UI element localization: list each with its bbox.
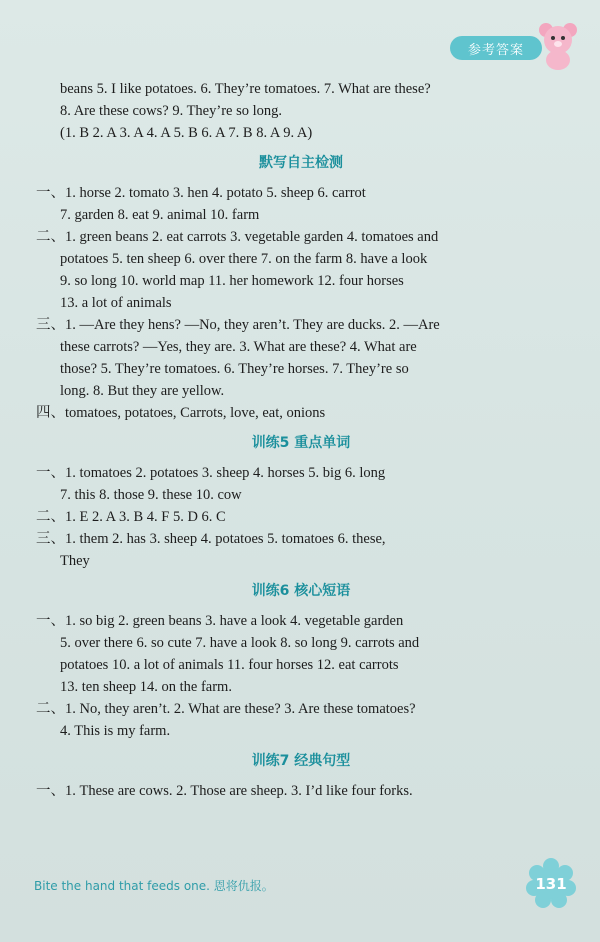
text-line: 三、1. them 2. has 3. sheep 4. potatoes 5. tomatoes 6. these, xyxy=(36,531,386,547)
text-line: 4. This is my farm. xyxy=(60,723,171,739)
footer-proverb: Bite the hand that feeds one. 恩将仇报。 xyxy=(34,879,274,893)
text-line: 9. so long 10. world map 11. her homework 12. four horses xyxy=(60,273,404,289)
text-line: those? 5. They’re tomatoes. 6. They’re horses. 7. They’re so xyxy=(60,361,409,377)
text-line: 13. a lot of animals xyxy=(60,295,172,311)
text-line: 一、1. so big 2. green beans 3. have a look 4. vegetable garden xyxy=(36,613,404,629)
text-line: 二、1. No, they aren’t. 2. What are these? 3. Are these tomatoes? xyxy=(36,701,416,717)
text-line: 一、1. horse 2. tomato 3. hen 4. potato 5. sheep 6. carrot xyxy=(36,185,366,201)
text-line: 四、tomatoes, potatoes, Carrots, love, eat, onions xyxy=(36,405,326,421)
text-line: 二、1. green beans 2. eat carrots 3. vegetable garden 4. tomatoes and xyxy=(36,229,439,245)
text-line: 7. this 8. those 9. these 10. cow xyxy=(60,487,242,503)
text-line: (1. B 2. A 3. A 4. A 5. B 6. A 7. B 8. A 9. A) xyxy=(60,125,313,141)
section-heading: 默写自主检测 xyxy=(259,155,343,171)
text-line: 5. over there 6. so cute 7. have a look 8. so long 9. carrots and xyxy=(60,635,420,651)
text-line: 二、1. E 2. A 3. B 4. F 5. D 6. C xyxy=(36,509,226,525)
text-line: long. 8. But they are yellow. xyxy=(60,383,225,399)
answer-key-badge: 参考答案 xyxy=(450,36,542,60)
text-line: these carrots? —Yes, they are. 3. What are these? 4. What are xyxy=(60,339,417,355)
section-heading: 训练7 经典句型 xyxy=(251,753,351,769)
section-heading: 训练6 核心短语 xyxy=(251,583,351,599)
text-line: potatoes 5. ten sheep 6. over there 7. on the farm 8. have a look xyxy=(60,251,428,267)
text-line: They xyxy=(60,553,90,569)
text-line: potatoes 10. a lot of animals 11. four horses 12. eat carrots xyxy=(60,657,399,673)
text-line: 13. ten sheep 14. on the farm. xyxy=(60,679,232,695)
page-number: 131 xyxy=(535,875,567,893)
text-line: 一、1. These are cows. 2. Those are sheep. 3. I’d like four forks. xyxy=(36,783,413,799)
page-number-flower-icon xyxy=(526,858,576,908)
text-line: 8. Are these cows? 9. They’re so long. xyxy=(60,103,283,119)
text-line: 三、1. —Are they hens? —No, they aren’t. They are ducks. 2. —Are xyxy=(36,317,440,333)
answer-content xyxy=(36,78,566,802)
text-line: 一、1. tomatoes 2. potatoes 3. sheep 4. horses 5. big 6. long xyxy=(36,465,386,481)
text-line: 7. garden 8. eat 9. animal 10. farm xyxy=(60,207,260,223)
text-line: beans 5. I like potatoes. 6. They’re tomatoes. 7. What are these? xyxy=(60,81,431,97)
section-heading: 训练5 重点单词 xyxy=(251,435,351,451)
bear-mascot-icon xyxy=(536,20,580,70)
